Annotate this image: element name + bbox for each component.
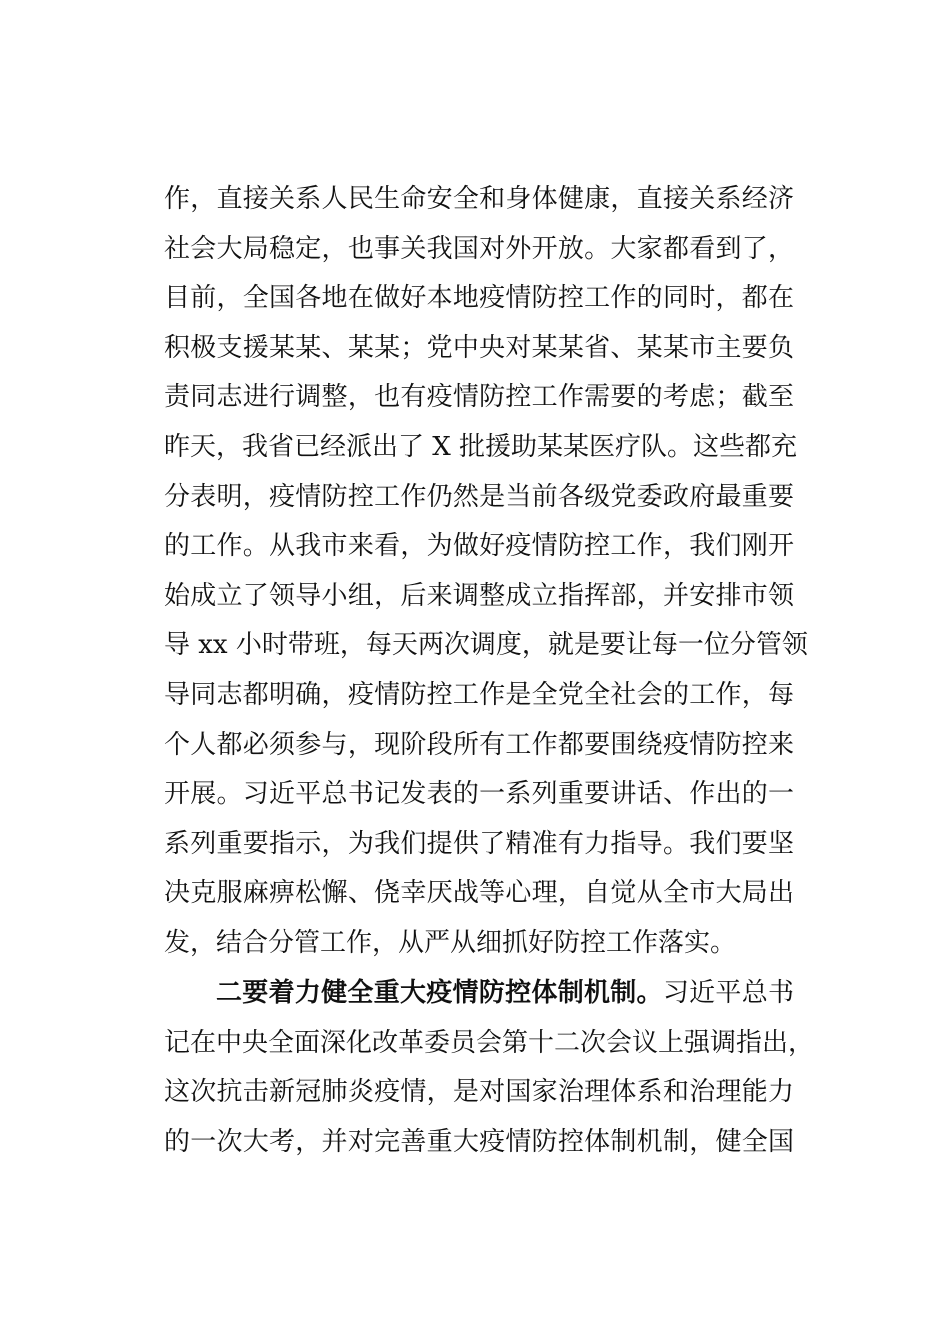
section-heading: 二要着力健全重大疫情防控体制机制。 <box>216 978 663 1008</box>
text-line: 导 xx 小时带班，每天两次调度，就是要让每一位分管领 <box>164 630 808 661</box>
text-line: 作，直接关系人民生命安全和身体健康，直接关系经济 <box>164 184 794 214</box>
text-line: 导同志都明确，疫情防控工作是全党全社会的工作，每 <box>164 679 794 710</box>
paragraph-2 <box>164 969 815 1167</box>
text-line: 决克服麻痹松懈、侥幸厌战等心理，自觉从全市大局出 <box>164 878 794 909</box>
text-line: 发，结合分管工作，从严从细抓好防控工作落实。 <box>164 927 737 958</box>
paragraph-2-first-line <box>164 969 794 1019</box>
text-line: 积极支援某某、某某；党中央对某某省、某某市主要负 <box>164 332 794 363</box>
text-line: 开展。习近平总书记发表的一系列重要讲话、作出的一 <box>164 779 794 810</box>
text-line: 昨天，我省已经派出了 X 批援助某某医疗队。这些都充 <box>164 431 798 462</box>
document-body <box>164 175 815 1167</box>
text-line: 始成立了领导小组，后来调整成立指挥部，并安排市领 <box>164 580 794 611</box>
text-line: 分表明，疫情防控工作仍然是当前各级党委政府最重要 <box>164 481 794 512</box>
text-line: 个人都必须参与，现阶段所有工作都要围绕疫情防控来 <box>164 729 794 760</box>
text-line: 目前，全国各地在做好本地疫情防控工作的同时，都在 <box>164 283 794 314</box>
text-line: 记在中央全面深化改革委员会第十二次会议上强调指出， <box>164 1027 815 1058</box>
text-line: 责同志进行调整，也有疫情防控工作需要的考虑；截至 <box>164 382 794 413</box>
text-line: 的工作。从我市来看，为做好疫情防控工作，我们刚开 <box>164 531 794 562</box>
heading-continuation: 习近平总书 <box>662 978 794 1008</box>
text-line: 系列重要指示，为我们提供了精准有力指导。我们要坚 <box>164 828 794 859</box>
text-line: 的一次大考，并对完善重大疫情防控体制机制，健全国 <box>164 1126 794 1157</box>
paragraph-1 <box>164 175 808 969</box>
text-line: 社会大局稳定，也事关我国对外开放。大家都看到了， <box>164 233 794 264</box>
text-line: 这次抗击新冠肺炎疫情，是对国家治理体系和治理能力 <box>164 1077 794 1108</box>
